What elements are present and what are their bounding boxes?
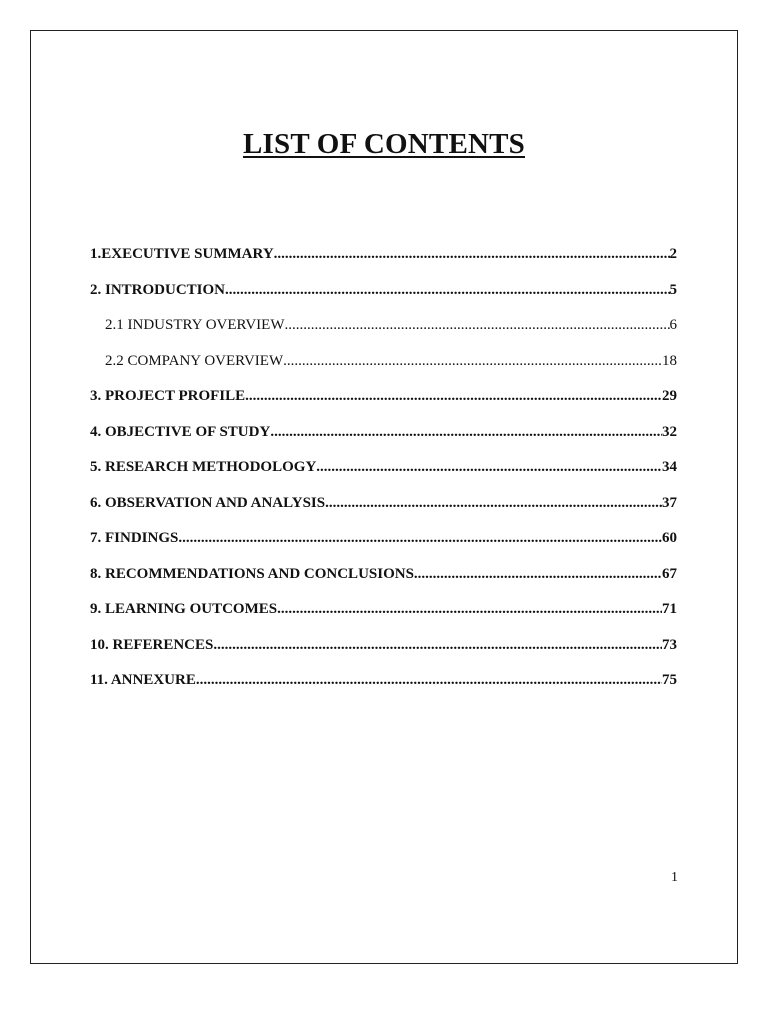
toc-leader-dots xyxy=(274,242,670,266)
toc-entry-label: 7. FINDINGS xyxy=(90,530,179,546)
toc-entry-page: 71 xyxy=(662,601,677,617)
toc-entry[interactable] xyxy=(90,668,677,704)
toc-entry-label: 8. RECOMMENDATIONS AND CONCLUSIONS xyxy=(90,565,414,582)
page-title: LIST OF CONTENTS xyxy=(242,128,525,160)
page-number: 1 xyxy=(671,870,678,885)
toc-entry-page: 60 xyxy=(662,530,677,546)
toc-entry-page: 29 xyxy=(662,388,677,404)
toc-entry-page: 37 xyxy=(662,494,677,511)
toc-leader-dots xyxy=(196,668,662,692)
toc-entry-label: 3. PROJECT PROFILE xyxy=(90,388,246,404)
toc-entry[interactable] xyxy=(90,526,677,562)
toc-entry-label: 5. RESEARCH METHODOLOGY xyxy=(90,459,317,475)
toc-entry[interactable] xyxy=(90,562,677,598)
toc-entry-label: 2. INTRODUCTION xyxy=(90,281,226,298)
toc-entry-page: 6 xyxy=(669,317,677,333)
toc-entry-page: 67 xyxy=(662,565,677,582)
toc-entry[interactable] xyxy=(90,633,677,669)
toc-entry[interactable] xyxy=(90,491,677,527)
toc-entry[interactable] xyxy=(90,455,677,491)
toc-entry-page: 2 xyxy=(669,246,677,262)
toc-leader-dots xyxy=(225,278,669,302)
toc-entry[interactable] xyxy=(90,313,677,349)
toc-entry-page: 18 xyxy=(662,352,677,369)
toc-leader-dots xyxy=(178,526,662,550)
toc-entry-page: 73 xyxy=(662,636,677,653)
table-of-contents xyxy=(90,242,677,704)
toc-entry[interactable] xyxy=(90,278,677,314)
toc-leader-dots xyxy=(325,491,662,515)
toc-entry-label: 9. LEARNING OUTCOMES xyxy=(90,601,278,617)
toc-entry[interactable] xyxy=(90,420,677,456)
toc-entry-page: 34 xyxy=(662,459,677,475)
toc-entry-page: 32 xyxy=(662,423,677,440)
toc-entry[interactable] xyxy=(90,384,677,420)
toc-entry-label: 2.1 INDUSTRY OVERVIEW xyxy=(105,317,285,333)
toc-entry-page: 5 xyxy=(669,281,677,298)
toc-leader-dots xyxy=(283,349,662,373)
toc-leader-dots xyxy=(245,384,662,408)
toc-entry[interactable] xyxy=(90,597,677,633)
toc-entry-label: 1.EXECUTIVE SUMMARY xyxy=(90,246,274,262)
toc-leader-dots xyxy=(414,562,662,586)
toc-entry-label: 4. OBJECTIVE OF STUDY xyxy=(90,423,271,440)
toc-leader-dots xyxy=(284,313,669,337)
toc-leader-dots xyxy=(316,455,662,479)
toc-entry[interactable] xyxy=(90,242,677,278)
toc-entry[interactable] xyxy=(90,349,677,385)
toc-entry-label: 10. REFERENCES xyxy=(90,636,214,653)
toc-entry-label: 6. OBSERVATION AND ANALYSIS xyxy=(90,494,326,511)
toc-entry-label: 2.2 COMPANY OVERVIEW xyxy=(105,352,284,369)
toc-leader-dots xyxy=(213,633,662,657)
toc-entry-label: 11. ANNEXURE xyxy=(90,672,196,688)
toc-leader-dots xyxy=(277,597,662,621)
toc-leader-dots xyxy=(270,420,662,444)
toc-entry-page: 75 xyxy=(662,672,677,688)
